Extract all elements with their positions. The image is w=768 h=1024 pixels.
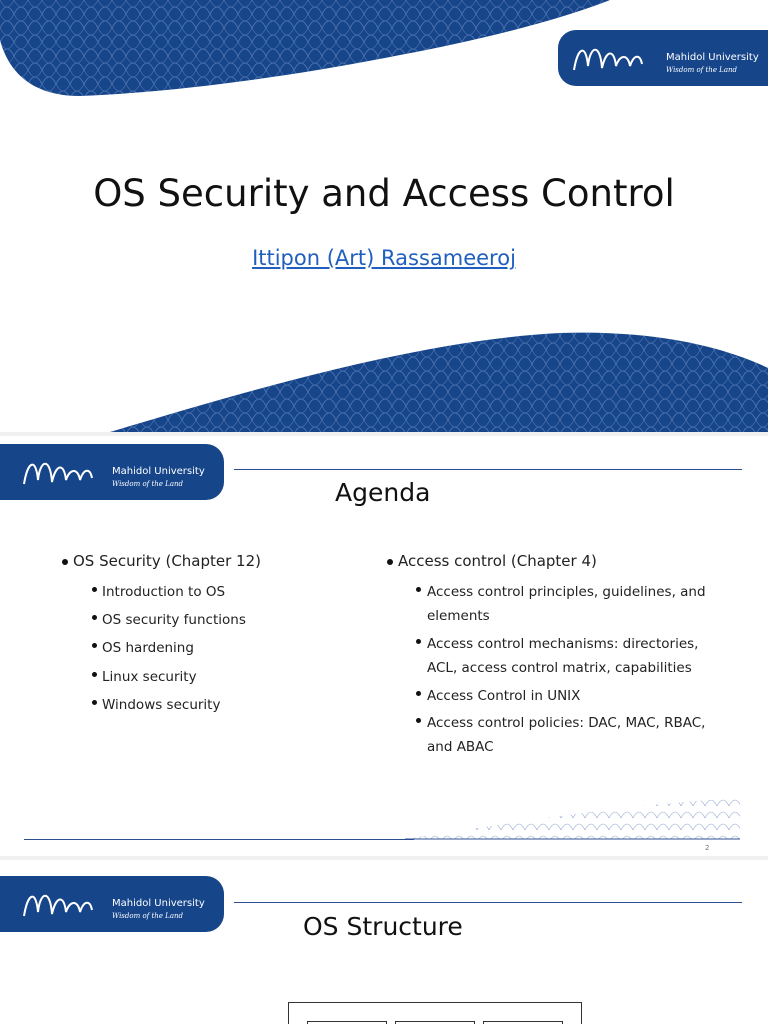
title-slide — [0, 0, 768, 432]
university-name: Mahidol University — [666, 52, 759, 63]
mu-logo-mark — [570, 36, 666, 84]
university-motto: Wisdom of the Land — [666, 66, 737, 74]
slide-separator — [0, 856, 768, 860]
left-heading: OS Security (Chapter 12) — [73, 552, 261, 570]
bullet-icon — [62, 559, 68, 565]
bullet-icon — [416, 718, 421, 723]
list-item: Introduction to OS — [102, 584, 226, 600]
right-heading: Access control (Chapter 4) — [398, 552, 597, 570]
agenda-slide — [0, 436, 768, 856]
list-item: Access control policies: DAC, MAC, RBAC, and ABAC — [427, 715, 706, 755]
university-motto: Wisdom of the Land — [112, 912, 183, 920]
university-logo — [0, 444, 224, 500]
list-item: Access control principles, guidelines, and elements — [427, 584, 706, 624]
os-structure-diagram — [288, 1002, 582, 1024]
slide-title: Agenda — [335, 478, 431, 507]
university-logo — [558, 30, 768, 86]
bullet-icon — [416, 639, 421, 644]
university-name: Mahidol University — [112, 466, 205, 477]
bullet-icon — [92, 615, 97, 620]
page-number: 2 — [705, 844, 710, 852]
list-item: OS hardening — [102, 640, 194, 656]
slide-title: OS Security and Access Control — [93, 172, 675, 215]
bullet-icon — [387, 559, 393, 565]
author-link[interactable]: Ittipon (Art) Rassameeroj — [252, 246, 516, 270]
mu-logo-mark — [20, 450, 116, 498]
list-item: Linux security — [102, 669, 197, 685]
title-rule — [234, 902, 742, 903]
slide-title: OS Structure — [303, 912, 463, 941]
university-logo — [0, 876, 224, 932]
list-item: Windows security — [102, 697, 221, 713]
mu-logo-mark — [20, 882, 116, 930]
list-item: OS security functions — [102, 612, 246, 628]
bullet-icon — [92, 672, 97, 677]
university-motto: Wisdom of the Land — [112, 480, 183, 488]
bullet-icon — [416, 587, 421, 592]
bullet-icon — [92, 700, 97, 705]
bullet-icon — [92, 643, 97, 648]
list-item: Access control mechanisms: directories, ACL, access control matrix, capabilities — [427, 636, 699, 676]
bullet-icon — [92, 587, 97, 592]
bullet-icon — [416, 691, 421, 696]
os-structure-slide — [0, 862, 768, 1024]
title-rule — [234, 469, 742, 470]
list-item: Access Control in UNIX — [427, 688, 581, 704]
footer-rule — [24, 839, 414, 840]
footer-wave-graphic — [405, 794, 745, 844]
university-name: Mahidol University — [112, 898, 205, 909]
